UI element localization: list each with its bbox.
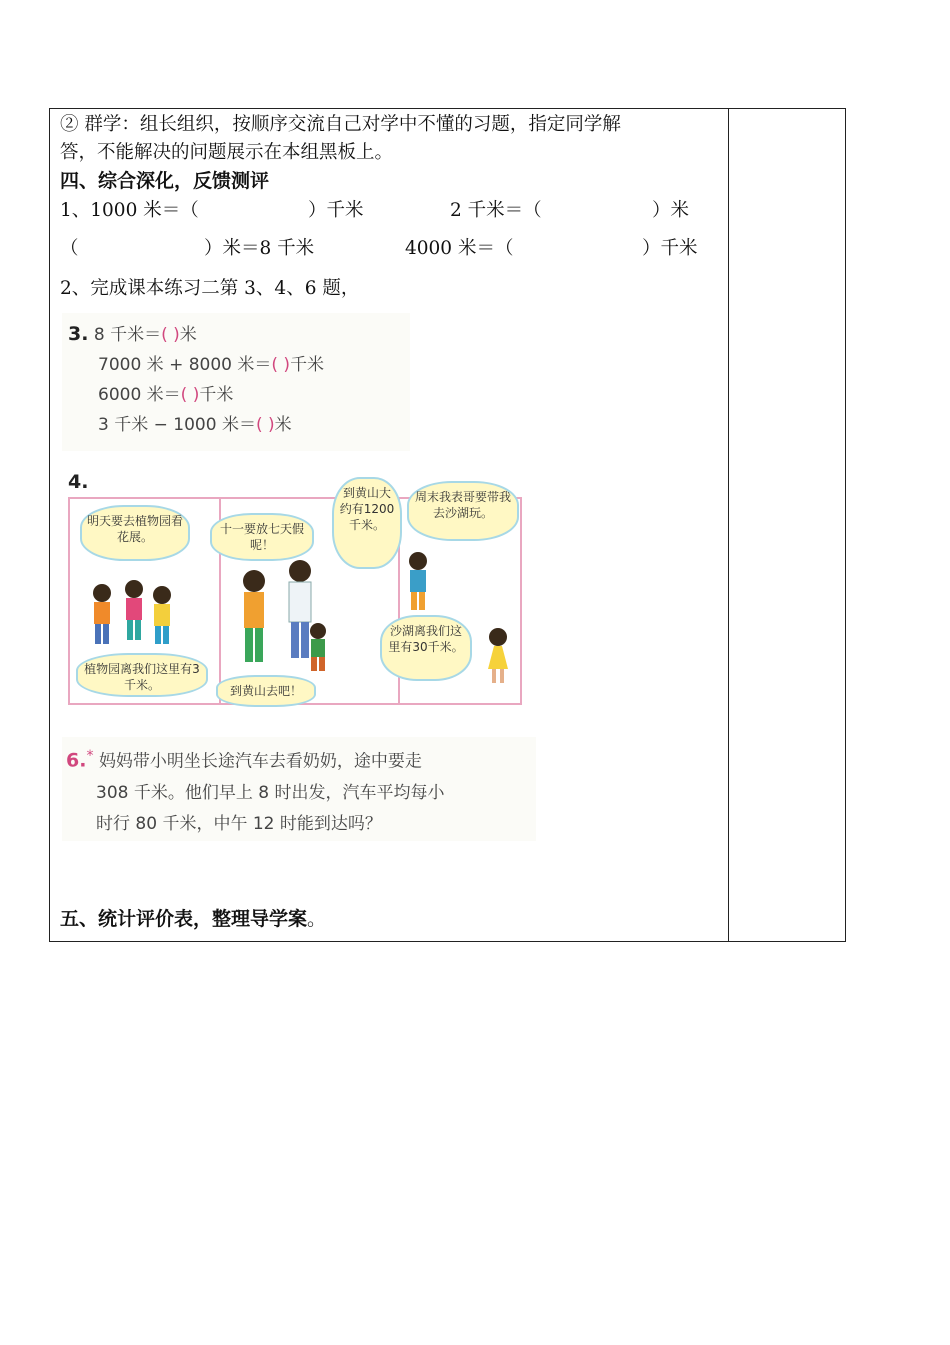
speech-bubble-3: 到黄山大约有1200千米。 <box>332 477 402 569</box>
content-cell <box>60 111 722 303</box>
ex3-l1a: 8 千米＝ <box>93 325 162 345</box>
q1-r2-c: 4000 米＝（ <box>405 238 514 259</box>
ex6-line-2: 308 千米。他们早上 8 时出发，汽车平均每小 <box>96 782 445 803</box>
ex3-l2a: 7000 米 + 8000 米＝ <box>98 355 272 375</box>
boy-pointing-icon <box>409 552 427 610</box>
section4-heading: 四、综合深化，反馈测评 <box>60 170 270 192</box>
ex6-line-1: 妈妈带小明坐长途汽车去看奶奶，途中要走 <box>98 751 422 772</box>
ex3-l4-blank: ( ) <box>255 415 275 435</box>
lesson-table <box>49 108 846 942</box>
q1-r2-a: （ <box>60 238 79 259</box>
q1-row-1 <box>60 197 722 235</box>
q1-r1-d: ）米 <box>652 200 690 221</box>
speech-bubble-7: 沙湖离我们这里有30千米。 <box>380 615 472 681</box>
group-study-line-2: 答，不能解决的问题展示在本组黑板上。 <box>60 142 394 163</box>
ex3-l3b: 千米 <box>199 385 234 405</box>
ex3-l3-blank: ( ) <box>180 385 200 405</box>
man-icon <box>289 560 311 658</box>
ex3-l4b: 米 <box>274 415 292 435</box>
ex3-l2b: 千米 <box>290 355 325 375</box>
ex3-l1-blank: ( ) <box>161 325 180 345</box>
ex6-star: * <box>86 748 94 764</box>
boy-running-icon <box>310 623 326 671</box>
ex6-number: 6. <box>66 749 87 772</box>
group-study-line-1: ② 群学：组长组织，按顺序交流自己对学中不懂的习题，指定同学解 <box>60 114 621 135</box>
column-divider <box>728 109 729 941</box>
kid-3-icon <box>153 586 171 644</box>
exercise-4-figure <box>62 469 524 709</box>
ex3-l3a: 6000 米＝ <box>98 385 181 405</box>
section5-heading: 五、统计评价表，整理导学案 <box>60 908 308 930</box>
ex6-line-3: 时行 80 千米，中午 12 时能到达吗？ <box>96 813 382 834</box>
q2-line: 2、完成课本练习二第 3、4、6 题， <box>60 278 360 299</box>
ex3-l1b: 米 <box>179 325 197 345</box>
speech-bubble-5: 植物园离我们这里有3千米。 <box>76 653 208 697</box>
q1-r1-c: 2 千米＝（ <box>450 200 542 221</box>
speech-bubble-4: 周末我表哥要带我去沙湖玩。 <box>407 481 519 541</box>
speech-bubble-2: 十一要放七天假呢！ <box>210 513 314 561</box>
speech-bubble-1: 明天要去植物园看花展。 <box>80 505 190 561</box>
speech-bubble-6: 到黄山去吧！ <box>216 675 316 707</box>
exercise-6-figure <box>62 737 536 841</box>
girl-yellow-dress-icon <box>488 628 508 683</box>
ex3-l2-blank: ( ) <box>271 355 291 375</box>
q1-r1-b: ）千米 <box>308 200 364 221</box>
ex4-number: 4. <box>68 471 89 493</box>
ex3-number: 3. <box>68 323 89 345</box>
section5-end: 。 <box>307 908 327 930</box>
q1-row-2 <box>60 235 722 273</box>
children-illustration <box>62 469 524 709</box>
ex3-l4a: 3 千米 − 1000 米＝ <box>98 415 256 435</box>
q1-r1-a: 1、1000 米＝（ <box>60 200 199 221</box>
exercise-3-figure <box>62 313 410 451</box>
kid-2-icon <box>125 580 143 640</box>
kid-1-icon <box>93 584 111 644</box>
girl-icon <box>243 570 265 662</box>
q1-r2-d: ）千米 <box>642 238 698 259</box>
q1-r2-b: ）米＝8 千米 <box>204 238 315 259</box>
section5-line <box>60 905 326 933</box>
